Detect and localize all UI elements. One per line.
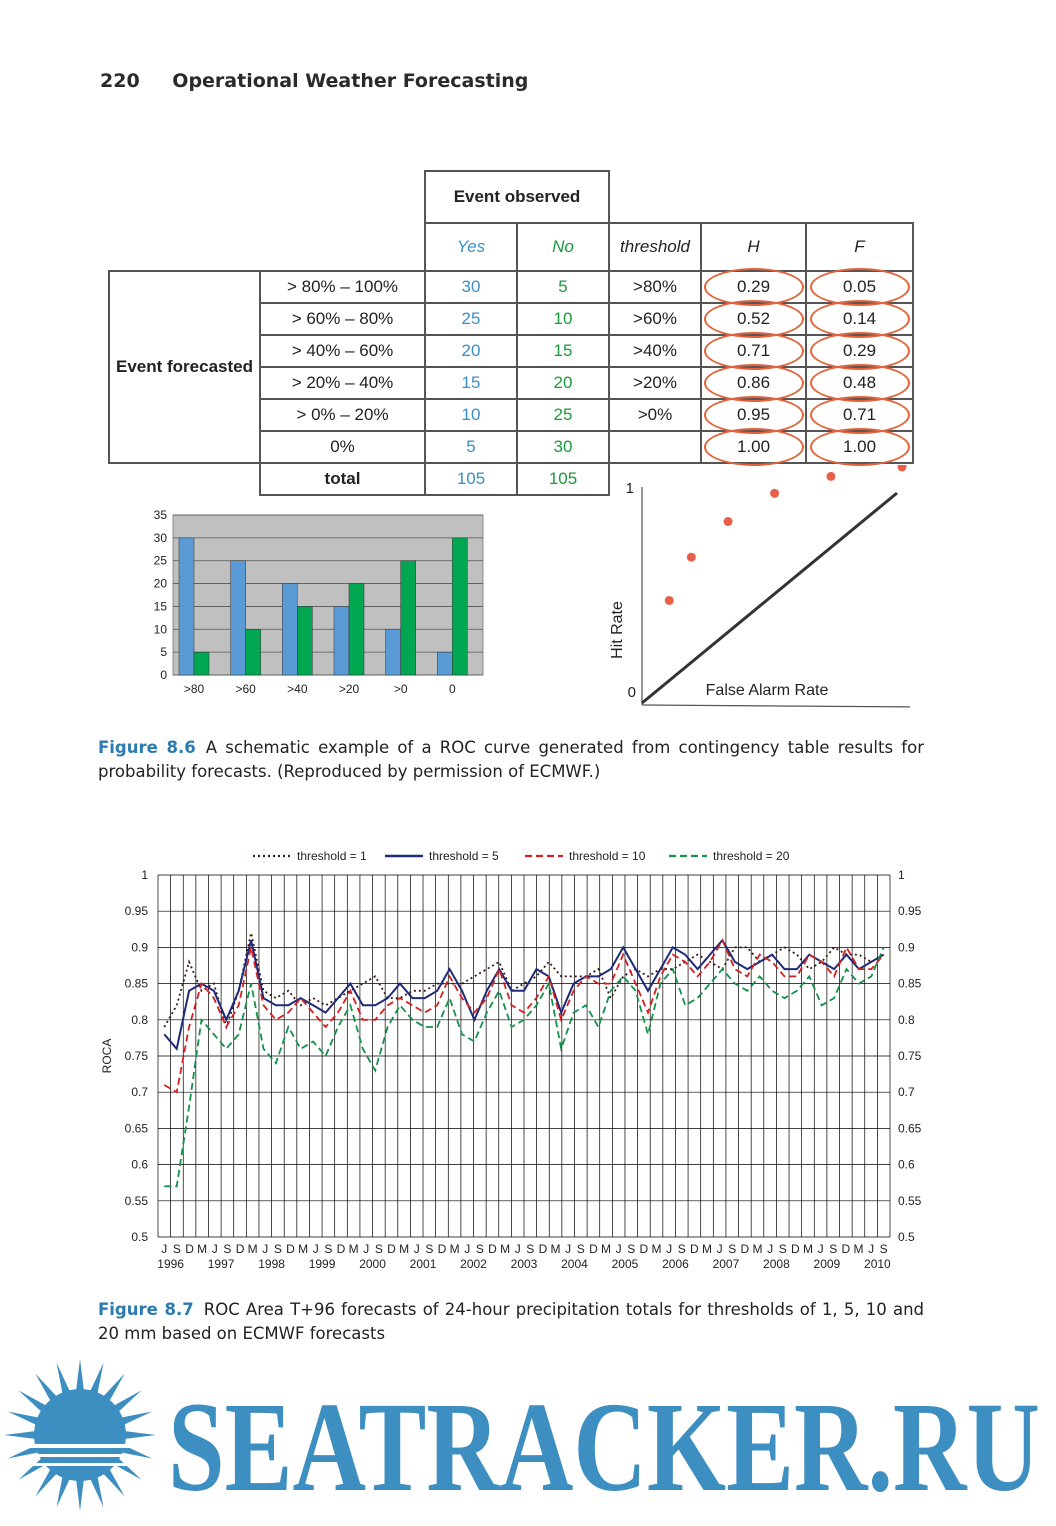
legend-label: threshold = 5 — [429, 849, 499, 863]
y-tick-label: 0.95 — [124, 904, 148, 919]
x-tick-label: M — [247, 1242, 258, 1256]
y-tick-label-right: 0.9 — [898, 940, 915, 955]
x-tick-label: D — [185, 1242, 194, 1256]
roc-point — [898, 465, 907, 472]
y-tick-label-right: 0.7 — [898, 1085, 915, 1100]
yes-header: Yes — [425, 223, 517, 271]
sun-ray — [57, 1363, 71, 1395]
bar-yes — [437, 652, 452, 675]
figure-8-6-caption — [98, 736, 924, 784]
x-year-label: 2009 — [813, 1257, 841, 1271]
x-tick-label: M — [802, 1242, 813, 1256]
x-tick-label: D — [336, 1242, 346, 1256]
yes-cell: 10 — [425, 399, 517, 431]
x-tick-label: J — [514, 1242, 521, 1256]
y-tick-label-right: 1 — [898, 868, 905, 882]
x-tick-label: J — [363, 1242, 370, 1256]
threshold-cell: >80% — [609, 271, 701, 303]
y-tick-label: 0 — [160, 668, 167, 682]
no-cell: 30 — [517, 431, 609, 463]
x-tick-label: S — [778, 1242, 787, 1256]
x-tick-label: J — [312, 1242, 319, 1256]
yes-cell: 15 — [425, 367, 517, 399]
x-year-label: 2005 — [611, 1257, 639, 1271]
sun-ray — [90, 1475, 104, 1507]
x-year-label: 2000 — [359, 1257, 386, 1271]
roc-point — [724, 517, 733, 526]
running-title: Operational Weather Forecasting — [172, 70, 529, 92]
x-tick-label: >80 — [183, 682, 205, 696]
roca-line-chart — [95, 840, 935, 1280]
x-tick-label: D — [488, 1242, 497, 1256]
x-tick-label: M — [853, 1242, 864, 1256]
x-year-label: 2002 — [460, 1257, 487, 1271]
y-tick-label-right: 0.75 — [898, 1049, 922, 1063]
sun-logo-icon — [4, 1360, 156, 1511]
x-tick-label: J — [767, 1242, 774, 1256]
x-tick-label: J — [817, 1242, 824, 1256]
x-tick-label: S — [728, 1242, 737, 1256]
x-tick-label: D — [740, 1242, 750, 1256]
x-tick-label: D — [235, 1242, 245, 1256]
threshold-cell: >0% — [609, 399, 701, 431]
h-cell: 0.52 — [701, 303, 806, 335]
y-tick-label: 0.6 — [131, 1157, 148, 1172]
threshold-cell: >20% — [609, 367, 701, 399]
y-tick-label-right: 0.95 — [898, 904, 922, 919]
x-tick-label: D — [286, 1242, 295, 1256]
y-tick-label: 25 — [153, 553, 167, 568]
range-cell: > 80% – 100% — [260, 271, 425, 303]
x-tick-label: >40 — [287, 682, 308, 696]
bar-yes — [386, 629, 401, 675]
sun-ray — [113, 1458, 141, 1480]
range-cell: > 60% – 80% — [260, 303, 425, 335]
threshold-cell: >40% — [609, 335, 701, 367]
yes-cell: 25 — [425, 303, 517, 335]
x-tick-label: D — [538, 1242, 548, 1256]
sun-ray — [8, 1412, 40, 1426]
y-tick-label: 0 — [627, 684, 636, 701]
bar-chart — [130, 500, 500, 705]
y-tick-label-right: 0.5 — [898, 1230, 915, 1244]
x-tick-label: D — [589, 1242, 598, 1256]
y-tick-label: 0.75 — [124, 1049, 148, 1063]
range-cell: > 40% – 60% — [260, 335, 425, 367]
x-tick-label: S — [829, 1242, 838, 1256]
x-tick-label: J — [211, 1242, 218, 1256]
y-tick-label: 0.5 — [131, 1230, 148, 1244]
range-cell: > 0% – 20% — [260, 399, 425, 431]
sun-ray — [113, 1390, 141, 1412]
roc-point — [665, 596, 674, 605]
x-tick-label: M — [601, 1242, 612, 1256]
range-cell: > 20% – 40% — [260, 367, 425, 399]
x-tick-label: M — [550, 1242, 561, 1256]
total-no: 105 — [517, 463, 609, 495]
x-tick-label: S — [172, 1242, 181, 1256]
sun-ray — [35, 1468, 57, 1496]
y-tick-label-right: 0.8 — [898, 1012, 915, 1027]
no-header: No — [517, 223, 609, 271]
x-tick-label: S — [879, 1242, 888, 1256]
y-tick-label: 0.85 — [124, 976, 148, 991]
x-tick-label: J — [161, 1242, 168, 1256]
range-cell: 0% — [260, 431, 425, 463]
y-tick-label: 0.8 — [131, 1012, 148, 1027]
y-tick-label: 30 — [153, 530, 167, 545]
x-tick-label: M — [197, 1242, 208, 1256]
roc-point — [770, 489, 779, 498]
bar-yes — [282, 584, 297, 675]
y-tick-label: 15 — [153, 599, 167, 614]
y-tick-label: 0.9 — [131, 940, 148, 955]
total-label: total — [260, 463, 425, 495]
contingency-table — [108, 170, 914, 496]
x-tick-label: D — [791, 1242, 800, 1256]
x-tick-label: S — [425, 1242, 434, 1256]
sun-ray — [103, 1468, 125, 1496]
sun-ray — [19, 1458, 47, 1480]
y-tick-label: 5 — [160, 645, 167, 660]
no-cell: 10 — [517, 303, 609, 335]
x-year-label: 2003 — [510, 1257, 538, 1271]
x-tick-label: M — [651, 1242, 662, 1256]
x-tick-label: J — [565, 1242, 572, 1256]
bar-no — [297, 606, 312, 675]
h-cell: 0.71 — [701, 335, 806, 367]
x-tick-label: M — [399, 1242, 410, 1256]
x-year-label: 1996 — [157, 1257, 184, 1271]
watermark-text: SEATRACKER.RU — [168, 1376, 1040, 1518]
bar-no — [401, 561, 416, 675]
y-tick-label: 0.55 — [124, 1193, 148, 1208]
threshold-cell: >60% — [609, 303, 701, 335]
f-cell: 0.48 — [806, 367, 913, 399]
y-tick-label-right: 0.6 — [898, 1157, 915, 1172]
sun-ray — [57, 1475, 71, 1507]
sun-ray — [120, 1412, 152, 1426]
x-year-label: 2008 — [763, 1257, 790, 1271]
x-tick-label: 0 — [448, 682, 456, 696]
x-year-label: 2010 — [864, 1257, 891, 1271]
x-tick-label: S — [324, 1242, 333, 1256]
y-tick-label: 1 — [625, 480, 634, 497]
sun-ray — [76, 1360, 84, 1391]
page-number: 220 — [100, 70, 140, 92]
sun-ray — [19, 1390, 47, 1412]
x-tick-label: >60 — [235, 682, 256, 696]
y-tick-label: 1 — [141, 868, 148, 882]
roc-point — [687, 553, 696, 562]
legend-label: threshold = 1 — [297, 849, 367, 863]
x-tick-label: J — [464, 1242, 471, 1256]
bar-no — [452, 538, 467, 675]
x-tick-label: S — [475, 1242, 484, 1256]
x-tick-label: S — [576, 1242, 585, 1256]
f-cell: 0.71 — [806, 399, 913, 431]
x-year-label: 2006 — [662, 1257, 689, 1271]
x-tick-label: J — [716, 1242, 723, 1256]
yes-cell: 5 — [425, 431, 517, 463]
x-year-label: 2007 — [712, 1257, 740, 1271]
x-tick-label: J — [868, 1242, 875, 1256]
x-tick-label: S — [627, 1242, 636, 1256]
y-tick-label-right: 0.65 — [898, 1121, 922, 1136]
no-cell: 25 — [517, 399, 609, 431]
total-yes: 105 — [425, 463, 517, 495]
h-cell: 0.29 — [701, 271, 806, 303]
event-forecasted-header: Event forecasted — [109, 271, 260, 463]
x-tick-label: S — [273, 1242, 282, 1256]
bar-yes — [334, 606, 349, 675]
page-header — [100, 70, 528, 92]
y-tick-label-right: 0.85 — [898, 976, 922, 991]
bar-yes — [231, 561, 246, 675]
yes-cell: 30 — [425, 271, 517, 303]
y-tick-label: 10 — [153, 622, 167, 637]
y-tick-label: 20 — [153, 576, 167, 591]
x-tick-label: M — [348, 1242, 359, 1256]
diagonal-line — [642, 493, 897, 703]
figure-label: Figure 8.6 — [98, 738, 196, 757]
y-axis-label: ROCA — [100, 1038, 114, 1074]
x-year-label: 1998 — [258, 1257, 285, 1271]
x-tick-label: D — [437, 1242, 447, 1256]
x-year-label: 2001 — [409, 1257, 437, 1271]
legend-label: threshold = 20 — [713, 849, 790, 863]
x-axis-label: False Alarm Rate — [705, 682, 829, 699]
bar-no — [349, 584, 364, 675]
roc-chart — [600, 465, 910, 715]
x-tick-label: D — [690, 1242, 699, 1256]
f-cell: 0.29 — [806, 335, 913, 367]
bar-yes — [179, 538, 194, 675]
x-tick-label: S — [526, 1242, 535, 1256]
caption-text: A schematic example of a ROC curve generated from contingency table results for probability forecasts. (Reproduced by permission of ECMWF.) — [98, 738, 924, 781]
y-tick-label: 0.7 — [131, 1085, 148, 1100]
f-header: F — [806, 223, 913, 271]
sun-ray — [90, 1363, 104, 1395]
figure-8-7-caption — [98, 1298, 924, 1346]
x-tick-label: J — [666, 1242, 673, 1256]
x-tick-label: >0 — [393, 682, 408, 696]
y-tick-label: 0.65 — [124, 1121, 148, 1136]
x-year-label: 2004 — [561, 1257, 588, 1271]
no-cell: 5 — [517, 271, 609, 303]
y-tick-label-right: 0.55 — [898, 1193, 922, 1208]
threshold-cell — [609, 431, 701, 463]
x-tick-label: J — [413, 1242, 420, 1256]
sun-ray — [124, 1431, 156, 1439]
yes-cell: 20 — [425, 335, 517, 367]
x-tick-label: M — [298, 1242, 309, 1256]
roc-point — [826, 472, 835, 481]
h-cell: 1.00 — [701, 431, 806, 463]
y-tick-label: 35 — [153, 508, 167, 522]
f-cell: 0.14 — [806, 303, 913, 335]
x-axis — [642, 705, 910, 707]
x-year-label: 1997 — [207, 1257, 235, 1271]
x-tick-label: M — [449, 1242, 460, 1256]
y-axis-label: Hit Rate — [609, 601, 626, 659]
caption-text: ROC Area T+96 forecasts of 24-hour precipitation totals for thresholds of 1, 5, 10 and 20 mm based on ECMWF forecasts — [98, 1300, 924, 1343]
x-tick-label: M — [752, 1242, 763, 1256]
x-tick-label: S — [223, 1242, 232, 1256]
x-tick-label: S — [677, 1242, 686, 1256]
x-tick-label: M — [702, 1242, 712, 1256]
sun-ray — [76, 1479, 84, 1511]
no-cell: 15 — [517, 335, 609, 367]
x-year-label: 1999 — [308, 1257, 336, 1271]
figure-label: Figure 8.7 — [98, 1300, 194, 1319]
f-cell: 1.00 — [806, 431, 913, 463]
x-tick-label: J — [262, 1242, 269, 1256]
plot-area — [173, 515, 483, 675]
sun-ray — [4, 1431, 36, 1439]
threshold-header: threshold — [609, 223, 701, 271]
event-observed-header: Event observed — [425, 171, 609, 223]
sun-ray — [35, 1374, 57, 1402]
bar-no — [194, 652, 209, 675]
x-tick-label: J — [615, 1242, 622, 1256]
legend-label: threshold = 10 — [569, 849, 646, 863]
no-cell: 20 — [517, 367, 609, 399]
x-tick-label: M — [500, 1242, 511, 1256]
sun-ray — [103, 1374, 125, 1402]
x-tick-label: D — [841, 1242, 851, 1256]
x-tick-label: D — [387, 1242, 396, 1256]
h-header: H — [701, 223, 806, 271]
f-cell: 0.05 — [806, 271, 913, 303]
watermark — [0, 1360, 1056, 1520]
x-tick-label: >20 — [338, 682, 360, 696]
x-tick-label: D — [639, 1242, 649, 1256]
h-cell: 0.95 — [701, 399, 806, 431]
x-tick-label: S — [374, 1242, 383, 1256]
bar-no — [246, 629, 261, 675]
h-cell: 0.86 — [701, 367, 806, 399]
